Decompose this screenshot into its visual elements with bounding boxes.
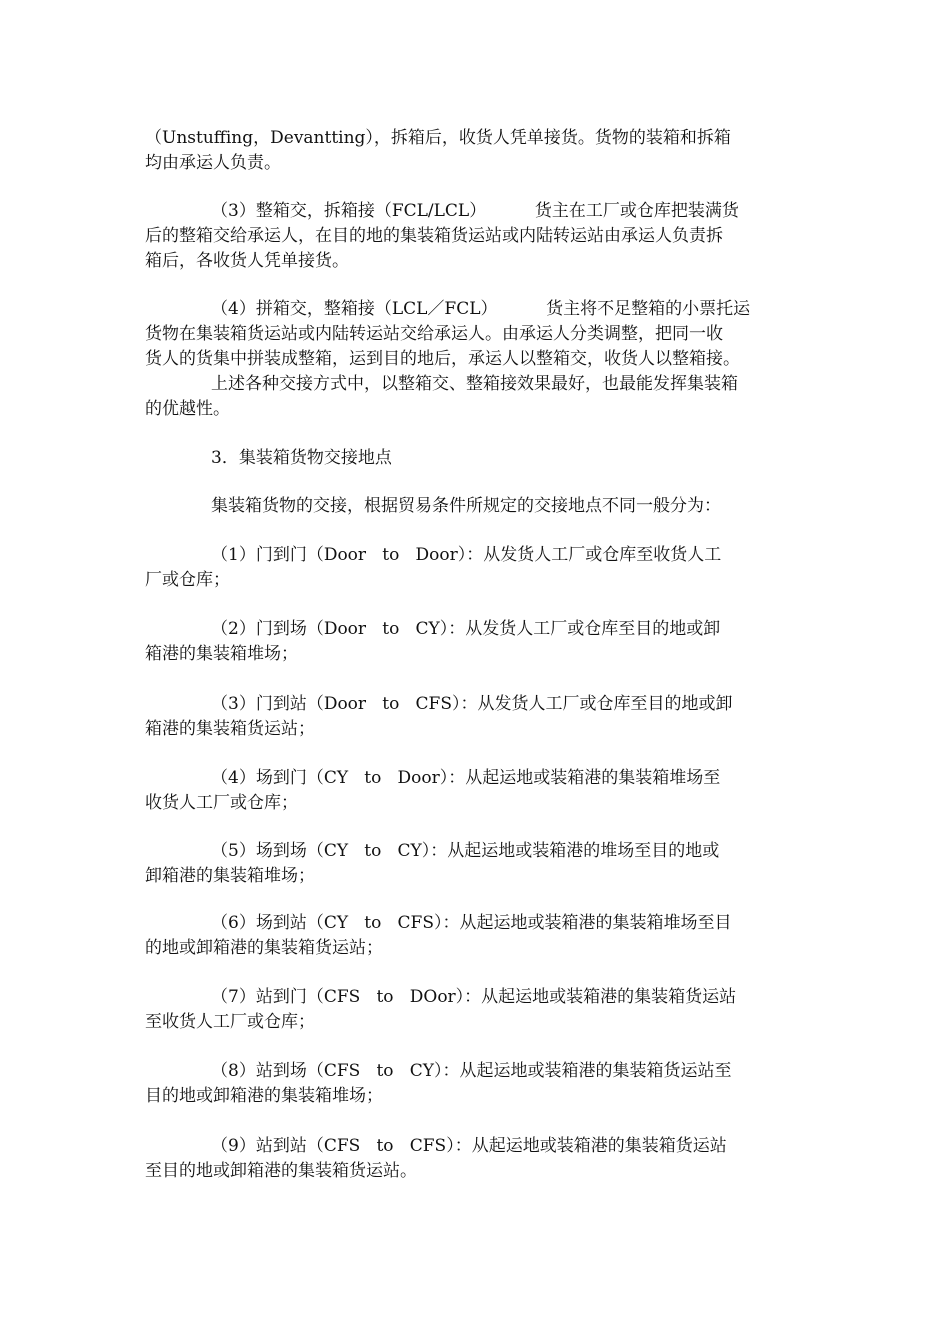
text-line: 集装箱货物的交接，根据贸易条件所规定的交接地点不同一般分为： xyxy=(211,496,721,516)
text-line: 均由承运人负责。 xyxy=(145,153,281,173)
text-line: 箱后，各收货人凭单接货。 xyxy=(145,251,349,271)
text-line: 至收货人工厂或仓库； xyxy=(145,1012,315,1032)
text-line: （5）场到场（CY to CY）：从起运地或装箱港的堆场至目的地或 xyxy=(211,841,720,861)
text-line: 至目的地或卸箱港的集装箱货运站。 xyxy=(145,1161,417,1181)
text-line: （4）场到门（CY to Door）：从起运地或装箱港的集装箱堆场至 xyxy=(211,768,721,788)
text-line: 目的地或卸箱港的集装箱堆场； xyxy=(145,1086,383,1106)
list-item-6 xyxy=(145,911,810,961)
list-item-7 xyxy=(145,985,810,1035)
text-line: 货物在集装箱货运站或内陆转运站交给承运人。由承运人分类调整，把同一收 xyxy=(145,324,723,344)
text-line: （3）门到站（Door to CFS）：从发货人工厂或仓库至目的地或卸 xyxy=(211,694,733,714)
text-line: （3）整箱交，拆箱接（FCL/LCL） 货主在工厂或仓库把装满货 xyxy=(211,201,739,221)
list-item-8 xyxy=(145,1059,810,1109)
text-line: 上述各种交接方式中，以整箱交、整箱接效果最好，也最能发挥集装箱 xyxy=(211,374,738,394)
list-item-5 xyxy=(145,839,810,889)
text-line: 的优越性。 xyxy=(145,399,230,419)
heading-line: 3．集装箱货物交接地点 xyxy=(211,448,392,468)
text-line: 箱港的集装箱堆场； xyxy=(145,644,298,664)
text-line: （2）门到场（Door to CY）：从发货人工厂或仓库至目的地或卸 xyxy=(211,619,721,639)
list-item-4 xyxy=(145,766,810,816)
text-line: （7）站到门（CFS to DOor）：从起运地或装箱港的集装箱货运站 xyxy=(211,987,737,1007)
text-line: （6）场到站（CY to CFS）：从起运地或装箱港的集装箱堆场至目 xyxy=(211,913,732,933)
text-line: （1）门到门（Door to Door）：从发货人工厂或仓库至收货人工 xyxy=(211,545,722,565)
text-line: 的地或卸箱港的集装箱货运站； xyxy=(145,938,383,958)
list-item-2 xyxy=(145,617,810,667)
list-item-1 xyxy=(145,543,810,593)
text-line: （4）拼箱交，整箱接（LCL／FCL） 货主将不足整箱的小票托运 xyxy=(211,299,751,319)
paragraph-fcl-lcl xyxy=(145,199,810,274)
text-line: 箱港的集装箱货运站； xyxy=(145,719,315,739)
paragraph-unstuffing xyxy=(145,126,810,176)
text-line: （Unstuffing，Devantting），拆箱后，收货人凭单接货。货物的装箱和拆箱 xyxy=(145,128,731,148)
text-line: （9）站到站（CFS to CFS）：从起运地或装箱港的集装箱货运站 xyxy=(211,1136,727,1156)
text-line: （8）站到场（CFS to CY）：从起运地或装箱港的集装箱货运站至 xyxy=(211,1061,732,1081)
paragraph-lcl-fcl xyxy=(145,297,810,422)
list-item-3 xyxy=(145,692,810,742)
list-item-9 xyxy=(145,1134,810,1184)
text-line: 货人的货集中拼装成整箱，运到目的地后，承运人以整箱交，收货人以整箱接。 xyxy=(145,349,740,369)
text-line: 后的整箱交给承运人，在目的地的集装箱货运站或内陆转运站由承运人负责拆 xyxy=(145,226,723,246)
text-line: 卸箱港的集装箱堆场； xyxy=(145,866,315,886)
paragraph-intro xyxy=(145,494,810,519)
text-line: 厂或仓库； xyxy=(145,570,230,590)
section-heading xyxy=(145,446,810,471)
text-line: 收货人工厂或仓库； xyxy=(145,793,298,813)
